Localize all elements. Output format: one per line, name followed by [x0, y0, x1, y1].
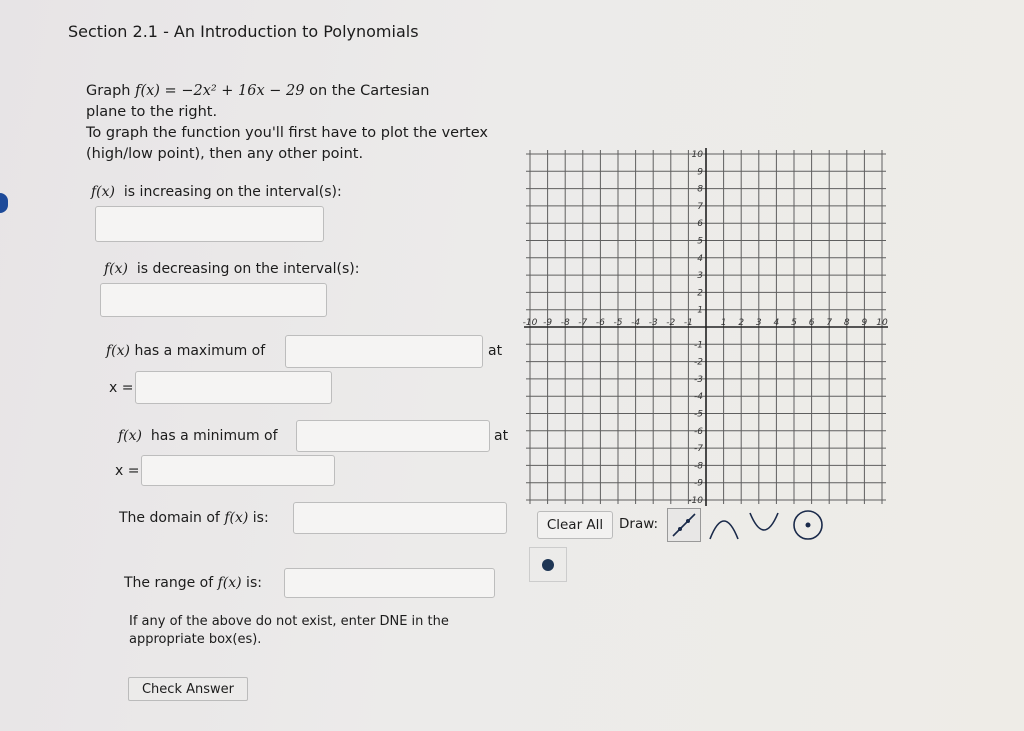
y-tick-label: 7: [697, 201, 703, 212]
x-tick-label: 9: [861, 318, 868, 328]
point-circle-tool-button[interactable]: [791, 508, 825, 542]
parabola-down-icon: [707, 509, 741, 541]
function-expression: f(x) = −2x² + 16x − 29: [135, 83, 305, 99]
point-tool-button[interactable]: [529, 547, 567, 582]
domain-label: The domain of f(x) is:: [119, 510, 269, 526]
parabola-up-tool-button[interactable]: [747, 508, 781, 542]
decreasing-label: f(x) is decreasing on the interval(s):: [104, 261, 360, 277]
y-tick-label: -8: [694, 461, 703, 472]
x-tick-label: -6: [595, 318, 605, 328]
x-tick-label: -4: [631, 318, 641, 328]
increasing-input[interactable]: [95, 206, 324, 242]
y-tick-label: 4: [697, 253, 703, 264]
problem-line-1: Graph f(x) = −2x² + 16x − 29 on the Cartesian: [86, 83, 430, 99]
x-tick-label: 7: [826, 318, 833, 328]
dne-note: If any of the above do not exist, enter DNE in the appropriate box(es).: [129, 614, 449, 647]
y-tick-label: -6: [694, 426, 703, 437]
x-tick-label: -7: [578, 318, 588, 328]
circle-point-icon: [791, 508, 825, 542]
y-tick-label: -3: [694, 374, 703, 385]
y-tick-label: -1: [694, 340, 703, 351]
parabola-down-tool-button[interactable]: [707, 508, 741, 542]
domain-input[interactable]: [293, 502, 507, 534]
x-tick-label: 8: [843, 318, 850, 328]
section-title: Section 2.1 - An Introduction to Polynomials: [68, 22, 419, 41]
line-tool-button[interactable]: [667, 508, 701, 542]
x-tick-label: 6: [808, 318, 815, 328]
x-tick-label: -2: [666, 318, 676, 328]
parabola-up-icon: [747, 509, 781, 541]
minimum-x-input[interactable]: [141, 455, 335, 486]
maximum-value-input[interactable]: [285, 335, 483, 368]
y-tick-label: -9: [694, 478, 703, 489]
draw-label: Draw:: [619, 516, 659, 532]
range-label: The range of f(x) is:: [124, 575, 262, 591]
x-tick-label: 3: [755, 318, 762, 328]
maximum-x-label: x =: [109, 380, 134, 396]
y-tick-label: -5: [694, 409, 703, 420]
maximum-at-label: at: [488, 343, 503, 359]
minimum-x-label: x =: [115, 463, 140, 479]
y-tick-label: -10: [688, 496, 703, 506]
x-tick-label: 10: [876, 318, 888, 328]
y-tick-label: 1: [697, 305, 703, 316]
y-tick-label: 2: [697, 288, 703, 299]
y-tick-label: 10: [691, 150, 703, 160]
x-tick-label: -3: [648, 318, 658, 328]
y-tick-label: 8: [697, 184, 703, 195]
x-tick-label: 1: [720, 318, 727, 328]
y-tick-label: 5: [697, 236, 703, 247]
problem-line-4: (high/low point), then any other point.: [86, 146, 364, 162]
x-tick-label: -8: [560, 318, 570, 328]
y-tick-label: -7: [694, 444, 703, 455]
range-input[interactable]: [284, 568, 495, 598]
maximum-x-input[interactable]: [135, 371, 332, 404]
y-axis-labels: [688, 150, 703, 506]
check-answer-button[interactable]: Check Answer: [128, 677, 248, 701]
increasing-label: f(x) is increasing on the interval(s):: [91, 184, 342, 200]
y-tick-label: -2: [694, 357, 703, 368]
x-tick-label: -1: [683, 318, 693, 328]
clear-all-button[interactable]: Clear All: [537, 511, 613, 539]
minimum-at-label: at: [494, 428, 509, 444]
y-tick-label: 3: [697, 271, 703, 282]
point-icon: [540, 557, 556, 573]
cartesian-graph[interactable]: [520, 140, 900, 510]
line-tool-icon: [669, 510, 699, 540]
y-tick-label: 6: [697, 219, 703, 230]
problem-line-2: plane to the right.: [86, 104, 218, 120]
side-marker: [0, 193, 8, 213]
y-tick-label: -4: [694, 392, 703, 403]
minimum-value-input[interactable]: [296, 420, 490, 452]
maximum-label: f(x) has a maximum of: [106, 343, 266, 359]
x-tick-label: -10: [522, 318, 538, 328]
x-tick-label: -9: [543, 318, 553, 328]
y-tick-label: 9: [697, 167, 703, 178]
x-tick-label: 2: [738, 318, 745, 328]
x-tick-label: 4: [773, 318, 780, 328]
x-tick-label: -5: [613, 318, 623, 328]
problem-line-3: To graph the function you'll first have to plot the vertex: [86, 125, 488, 141]
problem-statement: [86, 81, 526, 165]
minimum-label: f(x) has a minimum of: [118, 428, 278, 444]
decreasing-input[interactable]: [100, 283, 327, 317]
x-tick-label: 5: [791, 318, 797, 328]
